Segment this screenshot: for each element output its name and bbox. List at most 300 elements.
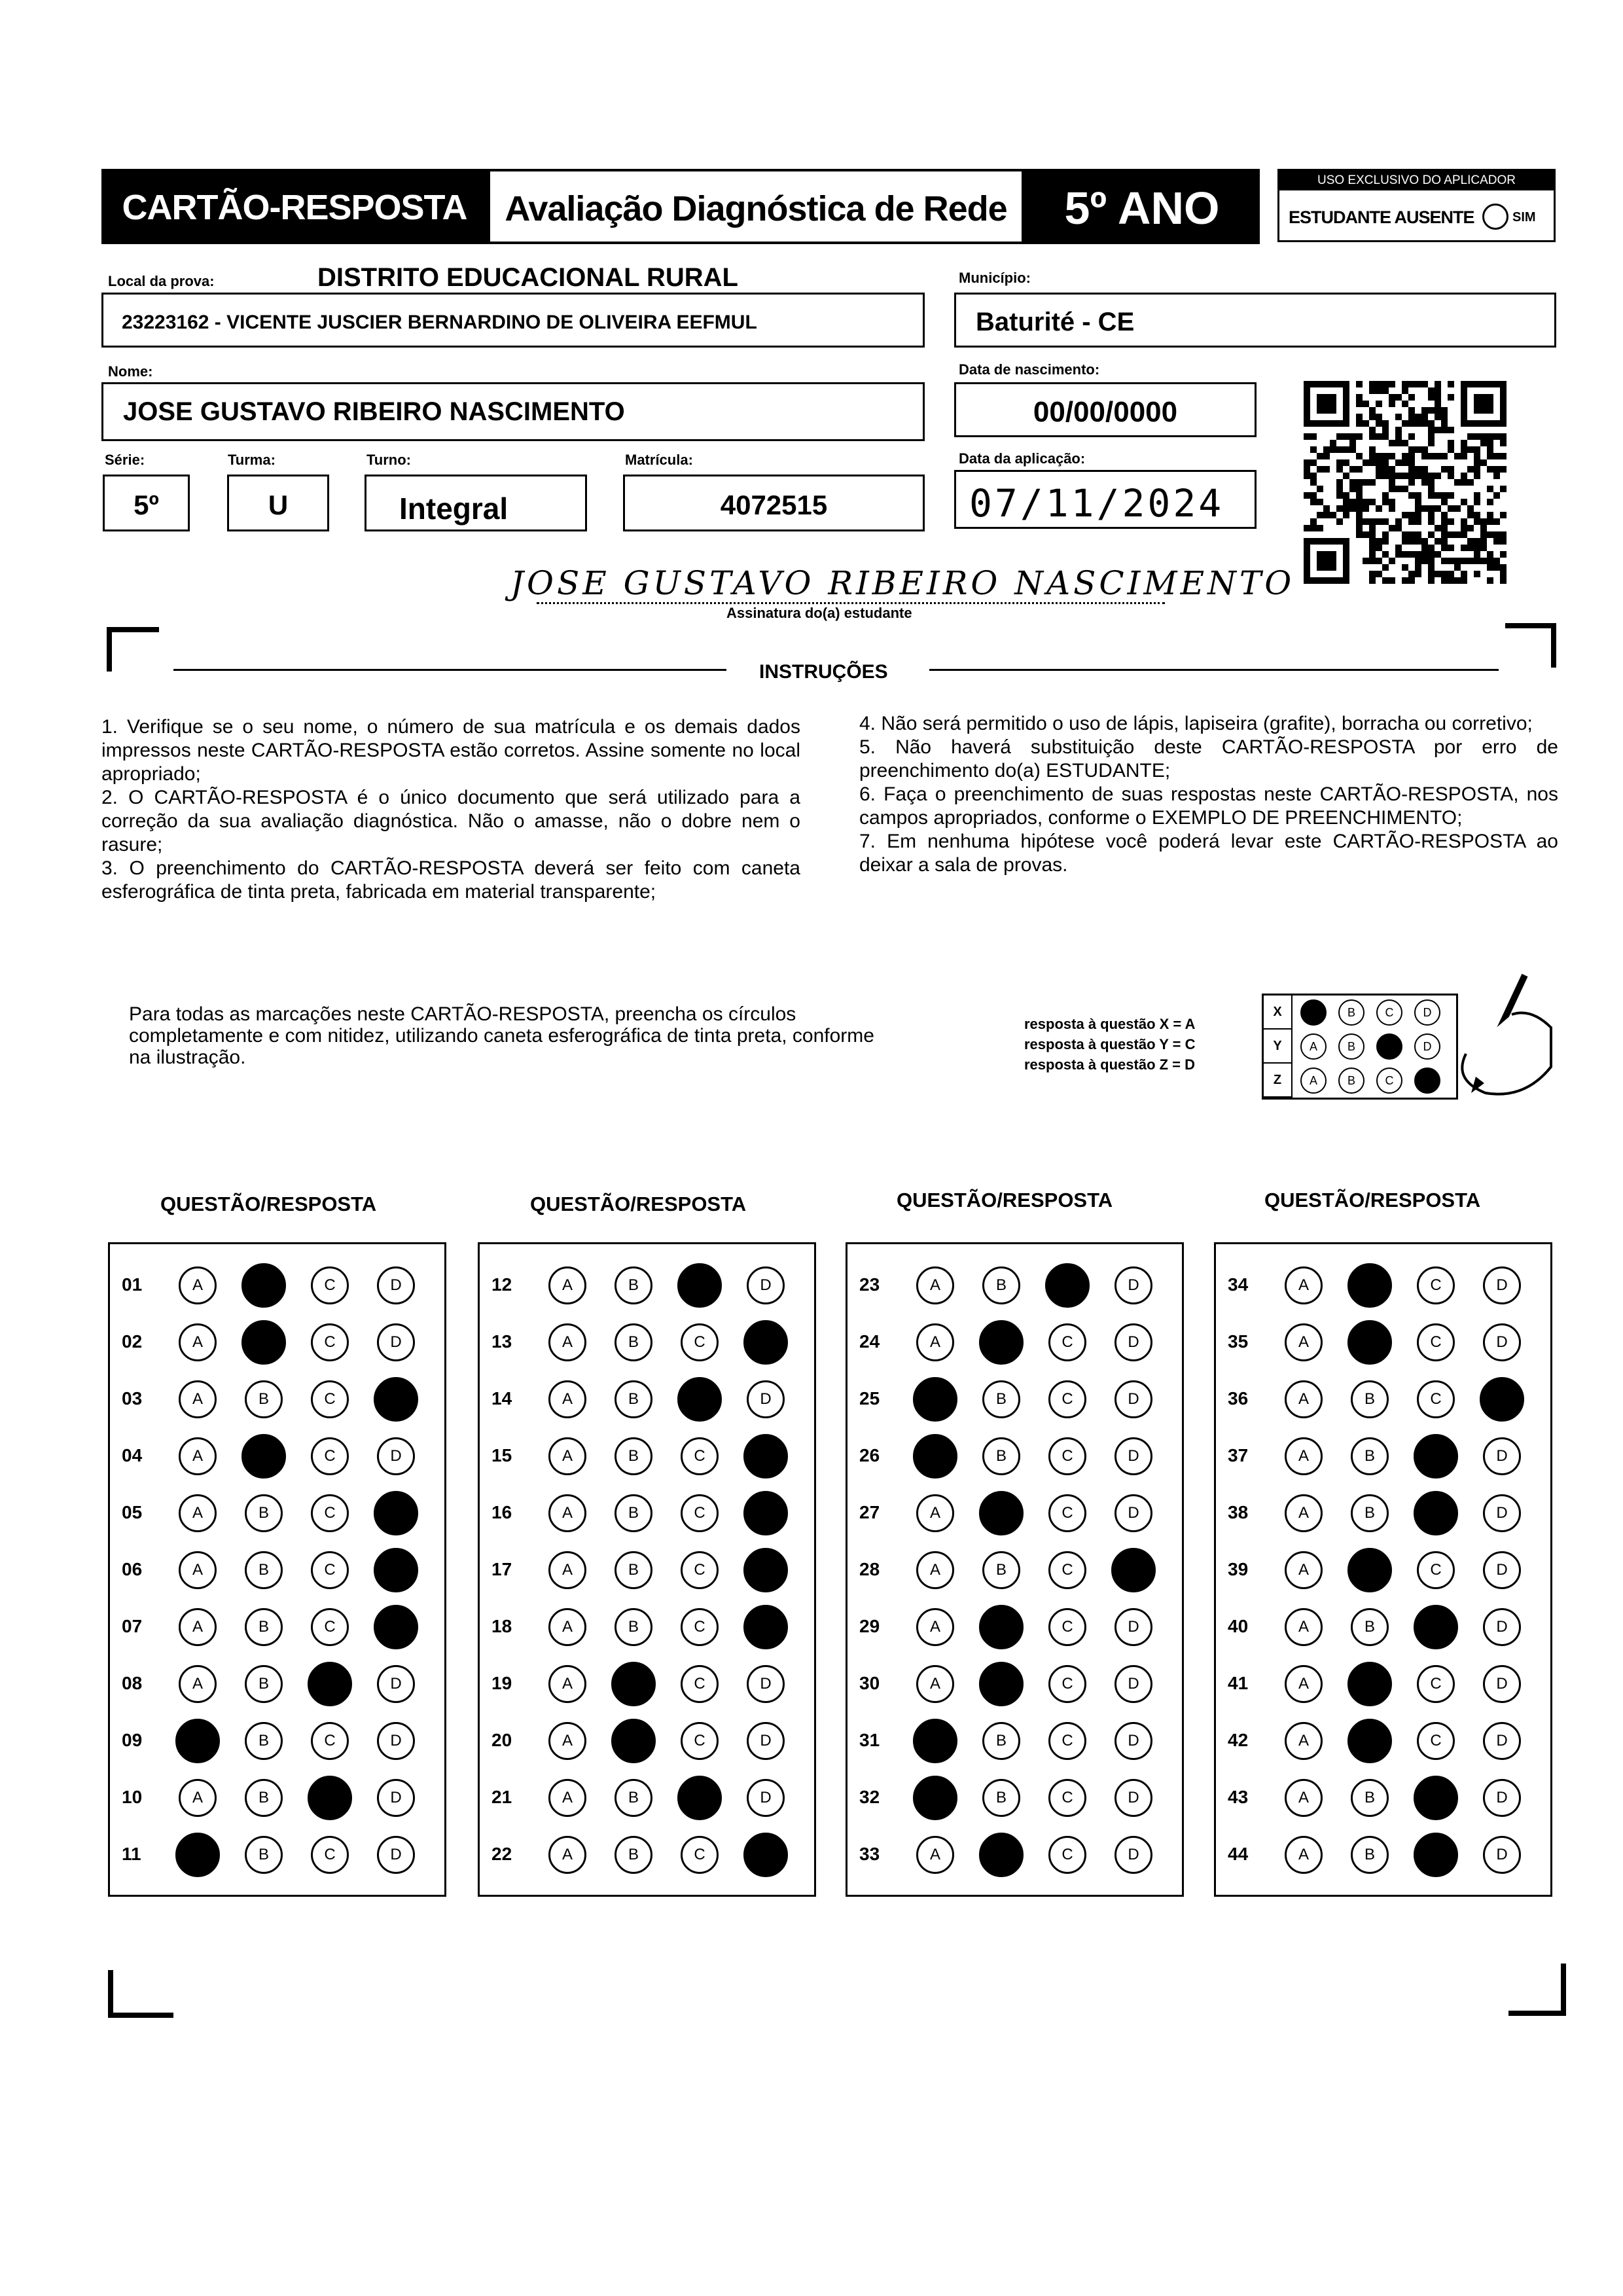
answer-bubble-a[interactable]: A [179,1266,217,1304]
example-bubble-d: D [1414,999,1440,1026]
answer-bubble-b[interactable]: B [1351,1437,1389,1475]
answer-bubble-a[interactable]: A [548,1665,586,1703]
answer-bubble-b[interactable] [611,1719,656,1763]
question-number: 38 [1228,1502,1249,1522]
answer-bubble-b[interactable] [979,1491,1024,1535]
answer-bubble-d[interactable] [743,1605,788,1649]
answer-bubble-c[interactable]: C [681,1608,719,1646]
answer-bubble-a[interactable]: A [179,1551,217,1589]
answer-bubble-d[interactable]: D [1115,1437,1152,1475]
answer-bubble-a[interactable]: A [548,1494,586,1532]
question-number: 35 [1228,1331,1249,1352]
question-row [110,1542,444,1598]
answer-bubble-a[interactable]: A [179,1323,217,1361]
answer-bubble-d[interactable]: D [747,1380,785,1418]
exam-title-box [488,169,1024,244]
answer-bubble-b[interactable]: B [245,1836,283,1874]
answer-bubble-c[interactable]: C [1048,1323,1086,1361]
answer-section-title: QUESTÃO/RESPOSTA [897,1189,1113,1211]
answer-bubble-c[interactable]: C [311,1437,349,1475]
answer-bubble-c[interactable] [1414,1776,1458,1820]
local-label: Local da prova: [108,273,215,289]
question-row [847,1542,1182,1598]
answer-bubble-a[interactable]: A [1285,1551,1323,1589]
instructions-line-left [173,669,726,671]
answer-bubble-d[interactable]: D [1483,1437,1521,1475]
answer-bubble-c[interactable]: C [1048,1779,1086,1817]
answer-bubble-d[interactable]: D [377,1323,415,1361]
answer-bubble-d[interactable]: D [377,1836,415,1874]
answer-bubble-c[interactable]: C [1048,1836,1086,1874]
answer-bubble-d[interactable]: D [1483,1722,1521,1760]
answer-bubble-d[interactable] [743,1833,788,1877]
answer-bubble-a[interactable]: A [179,1380,217,1418]
question-row [1216,1314,1550,1371]
answer-bubble-d[interactable]: D [1115,1779,1152,1817]
answer-bubble-c[interactable]: C [311,1836,349,1874]
answer-bubble-c[interactable] [308,1662,352,1706]
answer-bubble-c[interactable]: C [1048,1437,1086,1475]
example-bubble-a: A [1300,1033,1327,1060]
answer-bubble-b[interactable]: B [245,1380,283,1418]
instructions-title: INSTRUÇÕES [759,661,888,683]
answer-bubble-d[interactable]: D [747,1665,785,1703]
aplicacao-label: Data da aplicação: [959,450,1086,467]
question-number: 01 [122,1274,143,1295]
answer-bubble-b[interactable] [979,1605,1024,1649]
answer-bubble-d[interactable] [374,1491,418,1535]
question-row [847,1371,1182,1427]
answer-bubble-a[interactable]: A [548,1722,586,1760]
answer-panel [108,1242,446,1897]
turno-label: Turno: [366,452,412,468]
answer-bubble-d[interactable]: D [1483,1323,1521,1361]
answer-bubble-b[interactable] [979,1320,1024,1365]
instructions-line-right [929,669,1499,671]
answer-bubble-d[interactable]: D [1483,1551,1521,1589]
answer-bubble-c[interactable]: C [681,1437,719,1475]
answer-bubble-b[interactable]: B [982,1722,1020,1760]
answer-bubble-d[interactable]: D [1483,1836,1521,1874]
answer-bubble-b[interactable]: B [1351,1494,1389,1532]
answer-bubble-d[interactable] [374,1605,418,1649]
applicator-box [1277,169,1556,242]
answer-bubble-a[interactable]: A [916,1266,954,1304]
question-row [1216,1542,1550,1598]
answer-bubble-c[interactable]: C [311,1380,349,1418]
answer-bubble-b[interactable]: B [1351,1608,1389,1646]
answer-bubble-c[interactable]: C [311,1608,349,1646]
nome-label: Nome: [108,363,153,380]
nascimento-field [954,382,1257,437]
answer-bubble-b[interactable] [1347,1263,1392,1308]
answer-bubble-d[interactable] [743,1548,788,1592]
answer-bubble-a[interactable]: A [1285,1836,1323,1874]
example-bubble-b: B [1338,1033,1364,1060]
municipio-label: Município: [959,270,1031,286]
answer-bubble-b[interactable]: B [615,1323,652,1361]
municipio-value: Baturité - CE [976,308,1135,336]
answer-bubble-d[interactable]: D [1483,1779,1521,1817]
answer-bubble-c[interactable]: C [1048,1722,1086,1760]
answer-bubble-b[interactable] [241,1263,286,1308]
answer-bubble-c[interactable] [1414,1491,1458,1535]
answer-bubble-d[interactable]: D [1483,1608,1521,1646]
nome-value: JOSE GUSTAVO RIBEIRO NASCIMENTO [123,397,625,426]
answer-bubble-c[interactable]: C [311,1551,349,1589]
question-row [480,1257,814,1314]
answer-bubble-a[interactable]: A [179,1665,217,1703]
answer-bubble-d[interactable]: D [1115,1722,1152,1760]
answer-bubble-a[interactable] [913,1434,957,1479]
question-row [480,1485,814,1541]
qr-code [1304,381,1507,584]
answer-bubble-b[interactable]: B [1351,1779,1389,1817]
answer-bubble-a[interactable]: A [548,1323,586,1361]
answer-bubble-b[interactable]: B [615,1836,652,1874]
question-number: 28 [859,1559,880,1579]
answer-bubble-d[interactable]: D [747,1722,785,1760]
answer-bubble-a[interactable]: A [1285,1665,1323,1703]
example-legend-y: resposta à questão Y = C [1024,1036,1196,1052]
answer-bubble-c[interactable]: C [1048,1665,1086,1703]
answer-bubble-b[interactable]: B [982,1380,1020,1418]
answer-bubble-b[interactable]: B [615,1437,652,1475]
answer-bubble-b[interactable]: B [1351,1380,1389,1418]
answer-bubble-a[interactable]: A [548,1437,586,1475]
question-row [480,1428,814,1484]
answer-bubble-b[interactable] [241,1434,286,1479]
question-number: 10 [122,1787,143,1807]
answer-bubble-a[interactable]: A [916,1323,954,1361]
answer-bubble-c[interactable] [677,1263,722,1308]
question-row [480,1656,814,1712]
corner-mark-top-left [107,627,159,632]
answer-bubble-c[interactable]: C [1417,1380,1455,1418]
answer-bubble-b[interactable] [611,1662,656,1706]
answer-bubble-c[interactable]: C [311,1323,349,1361]
answer-bubble-d[interactable]: D [377,1266,415,1304]
question-row [847,1314,1182,1371]
answer-bubble-a[interactable]: A [1285,1722,1323,1760]
question-number: 23 [859,1274,880,1295]
serie-label: Série: [105,452,145,468]
serie-field [103,475,190,531]
answer-bubble-d[interactable]: D [1115,1380,1152,1418]
answer-bubble-c[interactable]: C [311,1266,349,1304]
question-row [1216,1485,1550,1541]
answer-bubble-b[interactable]: B [245,1779,283,1817]
answer-bubble-c[interactable]: C [681,1665,719,1703]
question-row [480,1371,814,1427]
answer-bubble-d[interactable]: D [377,1779,415,1817]
matricula-field [623,475,925,531]
question-row [110,1599,444,1655]
signature-line [537,602,1165,604]
answer-bubble-c[interactable] [1414,1605,1458,1649]
answer-bubble-b[interactable]: B [245,1665,283,1703]
question-row [1216,1599,1550,1655]
question-number: 11 [122,1844,141,1864]
answer-bubble-a[interactable]: A [1285,1494,1323,1532]
answer-bubble-d[interactable]: D [1115,1323,1152,1361]
aplicacao-value: 07/11/2024 [969,481,1224,526]
question-row [847,1485,1182,1541]
answer-bubble-c[interactable]: C [1048,1608,1086,1646]
answer-bubble-c[interactable]: C [1417,1323,1455,1361]
answer-bubble-d[interactable] [1480,1377,1524,1422]
answer-bubble-d[interactable]: D [1115,1608,1152,1646]
question-number: 02 [122,1331,143,1352]
answer-bubble-a[interactable] [175,1833,220,1877]
answer-bubble-d[interactable]: D [1115,1836,1152,1874]
question-row [480,1770,814,1826]
answer-bubble-b[interactable]: B [982,1779,1020,1817]
answer-bubble-d[interactable] [1111,1548,1156,1592]
answer-bubble-a[interactable]: A [916,1608,954,1646]
answer-bubble-a[interactable]: A [179,1779,217,1817]
matricula-value: 4072515 [720,490,828,520]
answer-bubble-d[interactable]: D [377,1437,415,1475]
answer-bubble-b[interactable]: B [615,1608,652,1646]
question-number: 33 [859,1844,880,1864]
example-bubble-c [1376,1033,1402,1060]
example-row-label: X [1264,996,1293,1030]
instruction-5: 5. Não haverá substituição deste CARTÃO-RESPOSTA por erro de preenchimento do(a) ESTUDANTE; [859,736,1558,781]
question-row [110,1257,444,1314]
example-row-label: Z [1264,1064,1293,1098]
answer-bubble-d[interactable]: D [1115,1266,1152,1304]
corner-mark-bottom-right [1508,2011,1566,2016]
answer-bubble-a[interactable]: A [1285,1323,1323,1361]
answer-bubble-a[interactable]: A [1285,1380,1323,1418]
question-row [110,1770,444,1826]
answer-bubble-c[interactable]: C [681,1494,719,1532]
answer-bubble-d[interactable]: D [1483,1266,1521,1304]
question-row [847,1257,1182,1314]
question-number: 18 [491,1616,512,1636]
card-label-box [101,169,488,244]
question-row [110,1827,444,1883]
answer-bubble-d[interactable] [374,1548,418,1592]
answer-bubble-d[interactable]: D [377,1722,415,1760]
answer-bubble-b[interactable]: B [245,1608,283,1646]
grade-label: 5º ANO [1064,183,1220,234]
answer-bubble-c[interactable]: C [1417,1722,1455,1760]
question-row [1216,1713,1550,1769]
turno-value: Integral [399,492,508,526]
answer-panel [478,1242,816,1897]
instructions-right [859,712,1558,877]
answer-bubble-a[interactable]: A [1285,1608,1323,1646]
answer-bubble-a[interactable]: A [1285,1437,1323,1475]
question-number: 31 [859,1730,880,1750]
answer-bubble-c[interactable]: C [1417,1551,1455,1589]
question-number: 27 [859,1502,880,1522]
example-bubble-b: B [1338,999,1364,1026]
question-row [110,1314,444,1371]
answer-bubble-b[interactable]: B [982,1551,1020,1589]
question-row [1216,1656,1550,1712]
answer-bubble-d[interactable] [743,1434,788,1479]
answer-bubble-b[interactable] [241,1320,286,1365]
turno-field [365,475,587,531]
question-row [1216,1371,1550,1427]
answer-bubble-c[interactable] [1414,1833,1458,1877]
answer-bubble-c[interactable] [1414,1434,1458,1479]
question-number: 06 [122,1559,143,1579]
answer-bubble-a[interactable] [913,1377,957,1422]
example-bubble-a: A [1300,1067,1327,1094]
answer-bubble-b[interactable]: B [245,1494,283,1532]
answer-bubble-a[interactable]: A [548,1608,586,1646]
answer-bubble-b[interactable] [1347,1548,1392,1592]
answer-bubble-a[interactable]: A [548,1266,586,1304]
corner-mark-top-right [1505,623,1556,628]
answer-bubble-a[interactable]: A [1285,1779,1323,1817]
answer-bubble-c[interactable]: C [681,1836,719,1874]
answer-bubble-d[interactable]: D [1483,1665,1521,1703]
answer-bubble-c[interactable] [677,1377,722,1422]
answer-bubble-c[interactable]: C [311,1494,349,1532]
answer-bubble-d[interactable] [743,1320,788,1365]
answer-bubble-b[interactable] [979,1662,1024,1706]
nascimento-value: 00/00/0000 [1033,396,1178,428]
answer-bubble-c[interactable]: C [1048,1551,1086,1589]
card-label: CARTÃO-RESPOSTA [122,188,467,227]
answer-bubble-c[interactable]: C [681,1323,719,1361]
question-row [847,1770,1182,1826]
pen-illustration-icon [1427,969,1558,1106]
answer-bubble-b[interactable]: B [615,1779,652,1817]
answer-bubble-d[interactable] [743,1491,788,1535]
question-number: 37 [1228,1445,1249,1465]
example-bubble-b: B [1338,1067,1364,1094]
answer-bubble-c[interactable] [1045,1263,1090,1308]
answer-bubble-a[interactable]: A [548,1380,586,1418]
answer-bubble-d[interactable]: D [1483,1494,1521,1532]
turma-label: Turma: [228,452,276,468]
answer-bubble-b[interactable] [979,1833,1024,1877]
answer-section-title: QUESTÃO/RESPOSTA [1264,1189,1481,1211]
answer-bubble-b[interactable]: B [615,1494,652,1532]
answer-bubble-a[interactable]: A [179,1608,217,1646]
answer-bubble-d[interactable]: D [377,1665,415,1703]
nome-field [101,382,925,441]
answer-bubble-b[interactable]: B [245,1551,283,1589]
answer-panel [1214,1242,1552,1897]
answer-bubble-c[interactable]: C [1048,1380,1086,1418]
corner-mark-bottom-left [108,1970,113,2017]
answer-bubble-b[interactable] [1347,1719,1392,1763]
instruction-7: 7. Em nenhuma hipótese você poderá levar este CARTÃO-RESPOSTA ao deixar a sala de provas. [859,831,1558,876]
nascimento-label: Data de nascimento: [959,361,1100,378]
answer-bubble-c[interactable]: C [1417,1266,1455,1304]
answer-bubble-b[interactable]: B [982,1266,1020,1304]
answer-bubble-b[interactable]: B [615,1380,652,1418]
example-legend-z: resposta à questão Z = D [1024,1056,1196,1073]
corner-mark-bottom-left [108,2013,173,2018]
answer-bubble-d[interactable] [374,1377,418,1422]
answer-bubble-a[interactable]: A [1285,1266,1323,1304]
answer-bubble-c[interactable]: C [1048,1494,1086,1532]
answer-bubble-c[interactable]: C [311,1722,349,1760]
answer-bubble-d[interactable]: D [747,1779,785,1817]
question-row [480,1542,814,1598]
answer-bubble-a[interactable]: A [548,1551,586,1589]
answer-bubble-c[interactable]: C [1417,1665,1455,1703]
answer-bubble-a[interactable] [913,1776,957,1820]
answer-bubble-a[interactable]: A [179,1494,217,1532]
example-legend-x: resposta à questão X = A [1024,1016,1196,1032]
question-number: 30 [859,1673,880,1693]
answer-bubble-b[interactable]: B [615,1266,652,1304]
answer-bubble-b[interactable] [1347,1662,1392,1706]
answer-bubble-a[interactable]: A [548,1836,586,1874]
answer-bubble-b[interactable]: B [1351,1836,1389,1874]
answer-bubble-a[interactable]: A [179,1437,217,1475]
answer-bubble-c[interactable] [308,1776,352,1820]
grade-box [1024,169,1260,244]
turma-field [227,475,329,531]
question-number: 41 [1228,1673,1249,1693]
answer-bubble-b[interactable]: B [245,1722,283,1760]
question-number: 24 [859,1331,880,1352]
question-number: 34 [1228,1274,1249,1295]
exam-title: Avaliação Diagnóstica de Rede [505,189,1007,228]
question-number: 04 [122,1445,143,1465]
answer-bubble-d[interactable]: D [747,1266,785,1304]
answer-bubble-c[interactable] [677,1776,722,1820]
question-row [480,1827,814,1883]
answer-bubble-d[interactable]: D [1115,1494,1152,1532]
answer-bubble-d[interactable]: D [1115,1665,1152,1703]
example-row-label: Y [1264,1030,1293,1064]
serie-value: 5º [134,490,159,520]
answer-bubble-a[interactable]: A [916,1665,954,1703]
question-number: 36 [1228,1388,1249,1408]
answer-bubble-c[interactable]: C [681,1722,719,1760]
answer-section-title: QUESTÃO/RESPOSTA [530,1193,747,1215]
answer-bubble-a[interactable]: A [548,1779,586,1817]
question-number: 44 [1228,1844,1249,1864]
answer-bubble-a[interactable] [175,1719,220,1763]
answer-bubble-a[interactable]: A [916,1494,954,1532]
question-row [847,1713,1182,1769]
question-number: 12 [491,1274,512,1295]
absent-checkbox[interactable] [1482,204,1508,230]
question-number: 03 [122,1388,143,1408]
question-row [480,1599,814,1655]
question-row [110,1371,444,1427]
matricula-label: Matrícula: [625,452,693,468]
answer-bubble-c[interactable]: C [681,1551,719,1589]
answer-bubble-b[interactable]: B [615,1551,652,1589]
instruction-1: 1. Verifique se o seu nome, o número de sua matrícula e os demais dados impressos neste CARTÃO-RESPOSTA estão corretos. Assine somente no local apropriado; [101,716,800,785]
question-number: 39 [1228,1559,1249,1579]
question-row [847,1827,1182,1883]
question-row [110,1428,444,1484]
answer-bubble-a[interactable]: A [916,1551,954,1589]
answer-bubble-a[interactable] [913,1719,957,1763]
applicator-label: USO EXCLUSIVO DO APLICADOR [1317,173,1516,187]
question-row [110,1485,444,1541]
question-number: 14 [491,1388,512,1408]
answer-bubble-a[interactable]: A [916,1836,954,1874]
question-number: 15 [491,1445,512,1465]
answer-bubble-b[interactable] [1347,1320,1392,1365]
answer-bubble-b[interactable]: B [982,1437,1020,1475]
